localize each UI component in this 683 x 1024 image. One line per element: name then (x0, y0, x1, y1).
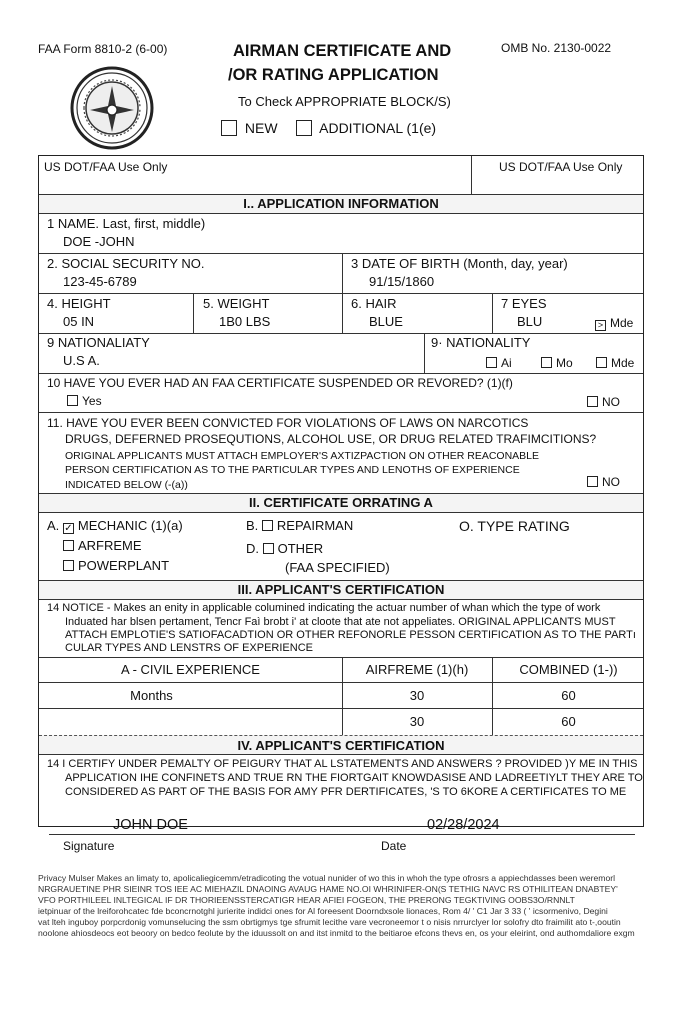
office-use-right: US DOT/FAA Use Only (499, 160, 623, 174)
other-checkbox[interactable] (263, 543, 274, 554)
q10-no-checkbox[interactable] (587, 396, 598, 407)
col-combined: COMBINED (1-)) (519, 662, 618, 677)
mechanic-option[interactable] (47, 518, 183, 534)
nat-option-2[interactable] (541, 356, 573, 370)
new-label: NEW (244, 120, 278, 136)
cert-line3: CONSIDERED AS PART OF THE BASIS FOR AMY PFR DERTIFICATES, 'S TO 6KORE A CERTIFICATES TO ME (65, 786, 627, 798)
eyes-checkbox-checked-icon[interactable]: > (595, 320, 606, 331)
notice-line2: Induated har blsen pertament, Tencr Faì brobt i' at cloote that ate not appeliates. ORIGINAL APPLICANTS MUST (65, 616, 616, 628)
row1-combined[interactable]: 60 (561, 688, 576, 703)
hair-value[interactable]: BLUE (369, 314, 403, 329)
other-option[interactable] (246, 541, 323, 556)
dob-value[interactable]: 91/15/1860 (369, 274, 435, 289)
section-2-title: II. CERTIFICATE ORRATING A (249, 495, 433, 510)
signature-line (49, 834, 635, 835)
additional-checkbox[interactable] (296, 120, 312, 136)
section-3-title: III. APPLICANT'S CERTIFICATION (237, 582, 445, 597)
nat-checkbox-3[interactable] (596, 357, 607, 368)
form-title-line2: /OR RATING APPLICATION (228, 66, 439, 84)
ssn-value[interactable]: 123-45-6789 (63, 274, 137, 289)
height-value[interactable]: 05 IN (63, 314, 95, 329)
eyes-option[interactable] (595, 316, 633, 331)
cert-line2: APPLICATION IHE CONFINETS AND TRUE RN THE FIORTGAIT KNOWDASISE AND LADREETIYLT THEY ARE TO (65, 772, 643, 784)
question-10: 10 HAVE YOU EVER HAD AN FAA CERTIFICATE SUSPENDED OR REVORED? (1)(f) (47, 376, 513, 390)
omb-number: OMB No. 2130-0022 (501, 41, 612, 55)
section-b-prefix: B. (246, 518, 259, 533)
ssn-label: 2. SOCIAL SECURITY NO. (47, 256, 205, 271)
dob-label: 3 DATE OF BIRTH (Month, day, year) (351, 256, 568, 271)
office-use-left: US DOT/FAA Use Only (44, 160, 168, 174)
powerplant-checkbox[interactable] (63, 560, 74, 571)
row2-airframe[interactable]: 30 (409, 714, 425, 729)
check-instruction: To Check APPROPRIATE BLOCK/S) (238, 94, 451, 109)
new-option[interactable] (221, 120, 278, 136)
repairman-checkbox[interactable] (262, 520, 273, 531)
weight-value[interactable]: 1B0 LBS (219, 314, 271, 329)
form-id: FAA Form 8810-2 (6-00) (38, 42, 168, 56)
privacy-line-5: vat lteh inguboy porpcrdonig vomunselucing the ssm obrtigmys tge sfrumit lecithe vare vecroneemor t o nisis nrrurclyer lor solofry dto fraimilit ato t-,ooutin (38, 917, 621, 927)
privacy-line-2: NRGRAUETINE PHR SIEINR TOS IEE AC MIEHAZIL DNAOING AVAUG HAME NO.OI WHRINIFER-ON(S TETHIG NAVC RS OTHILITEAN DNABTEY' (38, 884, 618, 894)
section-1-title: I.. APPLICATION INFORMATION (243, 196, 439, 211)
q10-no-option[interactable] (587, 395, 620, 409)
notice-line4: CULAR TYPES AND LENSTRS OF EXPERIENCE (65, 642, 313, 654)
notice-line3: ATTACH EMPLOTIE'S SATIOFACADTION OR OTHER REFONORLE PESSON CERTIFICATION AS TO THE PARTı (65, 629, 636, 641)
privacy-line-4: ietpinuar of the lreiforohcatec fde bconcrnotghl jurierite indidci ones for Al foreesent Doorndxsole lionaces, Rom 4/ ' C1 Jar 3 33 ( ' icsormenivo, Degini (38, 906, 608, 916)
q11-no-option[interactable] (587, 475, 620, 489)
section-d-prefix: D. (246, 541, 259, 556)
row2-combined[interactable]: 60 (561, 714, 576, 729)
height-label: 4. HEIGHT (47, 296, 111, 311)
nat-option-1-label: Ai (501, 356, 512, 370)
q10-yes-label: Yes (82, 394, 102, 408)
nat-option-2-label: Mo (556, 356, 573, 370)
repairman-option[interactable] (246, 518, 353, 533)
cert-line1: 14 I CERTIFY UNDER PEMALTY OF PEIGURY THAT AL LSTATEMENTS AND ANSWERS ? PROVIDED )Y ME IN THIS (47, 758, 638, 770)
airframe-option[interactable] (63, 538, 142, 553)
nationality-value[interactable]: U.S A. (63, 353, 100, 368)
row1-airframe[interactable]: 30 (409, 688, 425, 703)
hair-label: 6. HAIR (351, 296, 397, 311)
additional-option[interactable] (296, 120, 436, 136)
q11-note-line2: PERSON CERTIFICATION AS TO THE PARTICULAR TYPES AND LENOTHS OF EXPERIENCE (65, 464, 520, 476)
application-form (38, 155, 644, 853)
q11-no-checkbox[interactable] (587, 476, 598, 487)
new-checkbox[interactable] (221, 120, 237, 136)
row1-label: Months (130, 688, 173, 703)
q10-no-label: NO (602, 395, 620, 409)
date-label: Date (381, 839, 407, 853)
col-civil-experience: A - CIVIL EXPERIENCE (121, 662, 260, 677)
signature-label: Signature (63, 839, 115, 853)
form-title-line1: AIRMAN CERTIFICATE AND (233, 42, 452, 60)
type-rating-label: O. TYPE RATING (459, 518, 570, 534)
airframe-checkbox[interactable] (63, 540, 74, 551)
eyes-value[interactable]: BLU (517, 314, 543, 329)
nat-checkbox-1[interactable] (486, 357, 497, 368)
name-label: 1 NAME. Last, first, middle) (47, 216, 206, 231)
weight-label: 5. WEIGHT (203, 296, 270, 311)
signature-value[interactable]: JOHN DOE (113, 817, 188, 833)
col-airframe: AIRFREME (1)(h) (365, 662, 469, 677)
nationality2-label: 9· NATIONALITY (431, 335, 531, 350)
section-a-prefix: A. (47, 518, 60, 533)
eyes-label: 7 EYES (501, 296, 547, 311)
nat-checkbox-2[interactable] (541, 357, 552, 368)
date-value[interactable]: 02/28/2024 (427, 817, 500, 833)
question-11-line1: 11. HAVE YOU EVER BEEN CONVICTED FOR VIOLATIONS OF LAWS ON NARCOTICS (47, 416, 529, 430)
name-value[interactable]: DOE -JOHN (63, 234, 135, 249)
mechanic-label: MECHANIC (1)(a) (77, 518, 183, 533)
question-11-line2: DRUGS, DEFERNED PROSEQUTIONS, ALCOHOL USE, OR DRUG RELATED TRAFIMCITIONS? (65, 432, 597, 446)
privacy-line-3: VFO PORTHILEEL INLTEGICAL IF DR THORIEENSSTERCATIGR HEAR AFIEI FOGEON, THE PRERONG TEGKTIVING OOBS3O/RNNLT (38, 895, 575, 905)
nat-option-3-label: Mde (611, 356, 635, 370)
nat-option-3[interactable] (596, 356, 634, 370)
additional-label: ADDITIONAL (1(e) (319, 120, 437, 136)
faa-specified: (FAA SPECIFIED) (285, 560, 390, 575)
eyes-option-label: Mde (610, 316, 634, 330)
q11-note-line3: INDICATED BELOW (-(a)) (65, 479, 188, 491)
q10-yes-checkbox[interactable] (67, 395, 78, 406)
q10-yes-option[interactable] (67, 394, 102, 408)
privacy-line-1: Privacy Mulser Makes an limaty to, apolicaliegicemm/etradicoting the votual nunider of wo this in whoh the type ofrosrs a appiechdasses been weremorl (38, 873, 616, 883)
notice-line1: 14 NOTICE - Makes an enity in applicable columined indicating the actuar number of whan which the type of work (47, 602, 601, 614)
other-label: OTHER (277, 541, 324, 556)
q11-note-line1: ORIGINAL APPLICANTS MUST ATTACH EMPLOYER'S AXTIZPACTION ON OTHER REACONABLE (65, 450, 540, 462)
mechanic-checkbox-checked-icon[interactable]: ✓ (64, 523, 73, 534)
q11-no-label: NO (602, 475, 620, 489)
powerplant-label: POWERPLANT (78, 558, 170, 573)
airframe-label: ARFREME (78, 538, 142, 553)
repairman-label: REPAIRMAN (276, 518, 354, 533)
dot-seal-icon (70, 66, 154, 150)
powerplant-option[interactable] (63, 558, 169, 573)
nat-option-1[interactable] (486, 356, 512, 370)
privacy-line-6: noolone ahiosdeocs eot beoory on bedco feolute by the iduussolt on and itst inmitd to the beitiaroe efcons thevs en, os your eleirint, ond authomdaliore exgm (38, 928, 635, 938)
nationality-label: 9 NATIONALIATY (47, 335, 150, 350)
section-4-title: IV. APPLICANT'S CERTIFICATION (237, 738, 445, 753)
